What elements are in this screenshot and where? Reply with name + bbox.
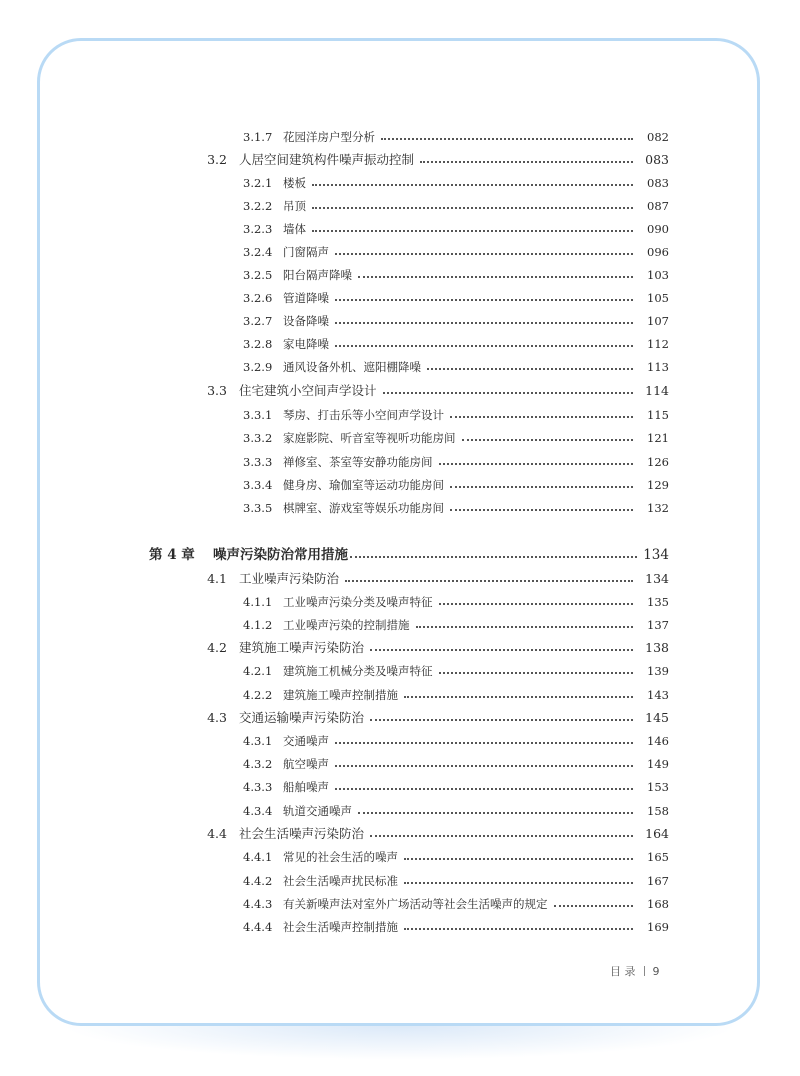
entry-title: 社会生活噪声扰民标准 (283, 874, 398, 888)
footer-divider (644, 966, 645, 976)
entry-title: 管道降噪 (283, 291, 329, 305)
entry-number: 3.2.7 (243, 314, 273, 328)
entry-page: 105 (647, 291, 669, 305)
entry-page: 158 (647, 804, 669, 818)
entry-page: 149 (647, 757, 669, 771)
toc-entry[interactable] (243, 218, 669, 240)
page-footer (610, 962, 690, 980)
toc-entry[interactable] (243, 684, 669, 706)
section-number: 4.4 (207, 826, 227, 841)
dot-leader (335, 765, 633, 767)
toc-section[interactable] (195, 707, 669, 729)
entry-number: 4.3.4 (243, 804, 273, 818)
section-title: 社会生活噪声污染防治 (239, 826, 365, 841)
toc-entry[interactable] (243, 893, 669, 915)
dot-leader (404, 858, 633, 860)
toc-entry[interactable] (243, 846, 669, 868)
entry-number: 4.2.2 (243, 688, 273, 702)
entry-number: 3.2.2 (243, 199, 273, 213)
entry-number: 3.3.3 (243, 455, 273, 469)
dot-leader (450, 486, 633, 488)
entry-page: 112 (647, 337, 669, 351)
dot-leader (439, 463, 634, 465)
section-number: 3.3 (207, 383, 227, 398)
section-page: 114 (645, 383, 669, 398)
dot-leader (462, 439, 634, 441)
entry-title: 社会生活噪声控制措施 (283, 920, 398, 934)
toc-entry[interactable] (243, 776, 669, 798)
entry-number: 3.2.8 (243, 337, 273, 351)
toc-entry[interactable] (243, 614, 669, 636)
entry-number: 4.3.2 (243, 757, 273, 771)
entry-title: 工业噪声污染的控制措施 (283, 618, 410, 632)
dot-leader (381, 138, 633, 140)
entry-title: 航空噪声 (283, 757, 329, 771)
toc-entry[interactable] (243, 333, 669, 355)
section-title: 住宅建筑小空间声学设计 (239, 383, 377, 398)
section-title: 交通运输噪声污染防治 (239, 710, 365, 725)
toc-entry[interactable] (243, 195, 669, 217)
toc-section[interactable] (195, 823, 669, 845)
entry-page: 146 (647, 734, 669, 748)
entry-page: 113 (647, 360, 669, 374)
toc-entry[interactable] (243, 172, 669, 194)
section-title: 人居空间建筑构件噪声振动控制 (239, 152, 415, 167)
entry-page: 087 (647, 199, 669, 213)
dot-leader (404, 882, 633, 884)
toc-entry[interactable] (243, 451, 669, 473)
entry-page: 083 (647, 176, 669, 190)
entry-number: 4.1.1 (243, 595, 273, 609)
toc-entry[interactable] (243, 916, 669, 938)
entry-title: 门窗隔声 (283, 245, 329, 259)
dot-leader (345, 580, 633, 582)
entry-number: 3.2.6 (243, 291, 273, 305)
dot-leader (370, 835, 633, 837)
section-number: 4.3 (207, 710, 227, 725)
toc-entry[interactable] (243, 126, 669, 148)
dot-leader (404, 696, 633, 698)
entry-page: 167 (647, 874, 669, 888)
dot-leader (335, 253, 633, 255)
entry-title: 禅修室、茶室等安静功能房间 (283, 455, 433, 469)
entry-title: 墙体 (283, 222, 306, 236)
entry-title: 船舶噪声 (283, 780, 329, 794)
toc-entry[interactable] (243, 264, 669, 286)
entry-page: 169 (647, 920, 669, 934)
entry-page: 096 (647, 245, 669, 259)
entry-page: 139 (647, 664, 669, 678)
entry-number: 4.1.2 (243, 618, 273, 632)
entry-page: 090 (647, 222, 669, 236)
toc-entry[interactable] (243, 591, 669, 613)
entry-number: 3.2.3 (243, 222, 273, 236)
section-title: 工业噪声污染防治 (239, 571, 340, 586)
section-page: 145 (645, 710, 669, 725)
entry-number: 3.3.4 (243, 478, 273, 492)
toc-entry[interactable] (243, 497, 669, 519)
section-page: 134 (645, 571, 669, 586)
entry-title: 轨道交通噪声 (283, 804, 352, 818)
toc-entry[interactable] (243, 660, 669, 682)
entry-page: 135 (647, 595, 669, 609)
dot-leader (312, 230, 633, 232)
dot-leader (312, 207, 633, 209)
toc-entry[interactable] (243, 310, 669, 332)
entry-page: 165 (647, 850, 669, 864)
entry-number: 3.1.7 (243, 130, 273, 144)
entry-number: 3.2.1 (243, 176, 273, 190)
section-number: 4.2 (207, 640, 227, 655)
section-number: 4.1 (207, 571, 227, 586)
toc-entry[interactable] (243, 287, 669, 309)
dot-leader (312, 184, 633, 186)
dot-leader (450, 416, 633, 418)
entry-number: 4.3.1 (243, 734, 273, 748)
entry-title: 吊顶 (283, 199, 306, 213)
entry-page: 168 (647, 897, 669, 911)
dot-leader (416, 626, 634, 628)
toc-entry[interactable] (243, 870, 669, 892)
entry-title: 健身房、瑜伽室等运动功能房间 (283, 478, 444, 492)
entry-page: 107 (647, 314, 669, 328)
dot-leader (383, 392, 633, 394)
entry-title: 家庭影院、听音室等视听功能房间 (283, 431, 456, 445)
entry-title: 通风设备外机、遮阳棚降噪 (283, 360, 421, 374)
entry-title: 琴房、打击乐等小空间声学设计 (283, 408, 444, 422)
entry-title: 棋牌室、游戏室等娱乐功能房间 (283, 501, 444, 515)
dot-leader (335, 299, 633, 301)
entry-page: 121 (647, 431, 669, 445)
dot-leader (404, 928, 633, 930)
entry-number: 3.3.5 (243, 501, 273, 515)
entry-number: 4.4.1 (243, 850, 273, 864)
dot-leader (350, 556, 637, 558)
section-page: 164 (645, 826, 669, 841)
toc-chapter[interactable] (149, 544, 669, 566)
toc-section[interactable] (195, 149, 669, 171)
dot-leader (335, 322, 633, 324)
dot-leader (554, 905, 634, 907)
entry-number: 3.2.4 (243, 245, 273, 259)
dot-leader (370, 719, 633, 721)
entry-page: 143 (647, 688, 669, 702)
toc-entry[interactable] (243, 800, 669, 822)
section-page: 138 (645, 640, 669, 655)
entry-title: 阳台隔声降噪 (283, 268, 352, 282)
dot-leader (370, 649, 633, 651)
entry-title: 工业噪声污染分类及噪声特征 (283, 595, 433, 609)
entry-title: 建筑施工机械分类及噪声特征 (283, 664, 433, 678)
dot-leader (420, 161, 633, 163)
chapter-page: 134 (643, 547, 669, 563)
section-title: 建筑施工噪声污染防治 (239, 640, 365, 655)
toc-entry[interactable] (243, 730, 669, 752)
entry-page: 082 (647, 130, 669, 144)
dot-leader (358, 812, 633, 814)
dot-leader (450, 509, 633, 511)
dot-leader (358, 276, 633, 278)
entry-number: 4.4.2 (243, 874, 273, 888)
section-number: 3.2 (207, 152, 227, 167)
toc-entry[interactable] (243, 241, 669, 263)
entry-title: 设备降噪 (283, 314, 329, 328)
entry-number: 4.2.1 (243, 664, 273, 678)
entry-number: 4.3.3 (243, 780, 273, 794)
dot-leader (335, 742, 633, 744)
entry-page: 153 (647, 780, 669, 794)
entry-number: 3.2.5 (243, 268, 273, 282)
dot-leader (335, 345, 633, 347)
entry-title: 花园洋房户型分析 (283, 130, 375, 144)
entry-number: 4.4.4 (243, 920, 273, 934)
footer-label: 目 录 (610, 965, 636, 978)
entry-page: 103 (647, 268, 669, 282)
chapter-number: 第 4 章 (149, 547, 195, 563)
entry-title: 家电降噪 (283, 337, 329, 351)
entry-number: 4.4.3 (243, 897, 273, 911)
entry-page: 115 (647, 408, 669, 422)
dot-leader (427, 368, 633, 370)
entry-title: 建筑施工噪声控制措施 (283, 688, 398, 702)
toc-section[interactable] (195, 637, 669, 659)
toc-entry[interactable] (243, 404, 669, 426)
chapter-title: 噪声污染防治常用措施 (213, 547, 348, 563)
entry-title: 有关新噪声法对室外广场活动等社会生活噪声的规定 (283, 897, 548, 911)
entry-title: 常见的社会生活的噪声 (283, 850, 398, 864)
toc-entry[interactable] (243, 356, 669, 378)
entry-page: 126 (647, 455, 669, 469)
entry-page: 129 (647, 478, 669, 492)
entry-number: 3.3.1 (243, 408, 273, 422)
toc-section[interactable] (195, 380, 669, 402)
dot-leader (439, 603, 634, 605)
entry-page: 132 (647, 501, 669, 515)
entry-number: 3.3.2 (243, 431, 273, 445)
toc-entry[interactable] (243, 474, 669, 496)
section-page: 083 (645, 152, 669, 167)
dot-leader (335, 788, 633, 790)
toc-section[interactable] (195, 568, 669, 590)
entry-number: 3.2.9 (243, 360, 273, 374)
toc-entry[interactable] (243, 427, 669, 449)
entry-title: 楼板 (283, 176, 306, 190)
entry-title: 交通噪声 (283, 734, 329, 748)
dot-leader (439, 672, 634, 674)
toc-entry[interactable] (243, 753, 669, 775)
page-number: 9 (652, 964, 660, 978)
entry-page: 137 (647, 618, 669, 632)
